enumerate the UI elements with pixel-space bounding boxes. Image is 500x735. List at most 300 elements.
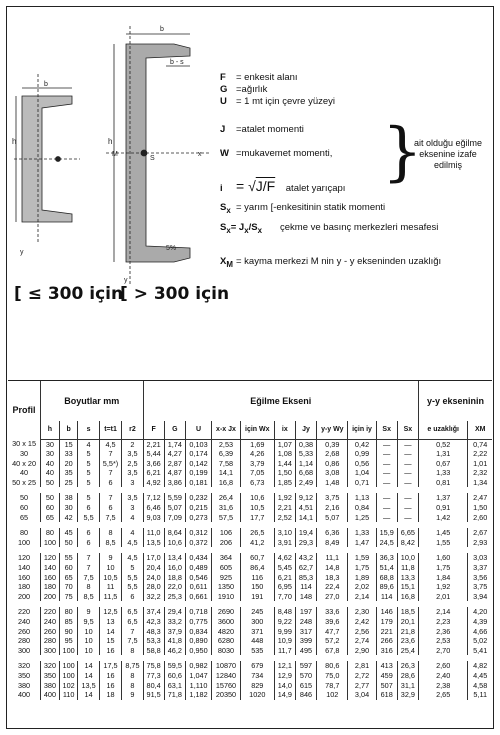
table-cell: 9: [78, 607, 99, 617]
table-cell: 13,5: [143, 538, 164, 548]
table-cell: 100: [41, 538, 60, 548]
table-cell: 3,03: [468, 553, 492, 563]
table-cell: 20350: [212, 690, 241, 700]
table-cell: 10,5: [240, 503, 274, 513]
table-cell: 6,39: [212, 449, 241, 459]
table-cell: 7: [122, 627, 143, 637]
table-cell: 160: [41, 573, 60, 583]
table-cell: 3600: [212, 617, 241, 627]
profile-diagram: [10, 14, 230, 294]
table-cell: 2,47: [468, 493, 492, 503]
table-cell: 200: [41, 592, 60, 602]
table-cell: 11: [99, 582, 122, 592]
table-cell: 26,5: [240, 528, 274, 538]
table-cell: 75,8: [143, 661, 164, 671]
table-cell: 400: [17, 690, 31, 700]
table-cell: 10,5: [99, 573, 122, 583]
table-cell: 1,92: [418, 582, 467, 592]
table-cell: —: [376, 468, 397, 478]
legend-item: F = enkesit alanı: [220, 72, 298, 83]
table-cell: 1,50: [274, 468, 295, 478]
table-cell: 8: [122, 681, 143, 691]
table-cell: 9,5: [78, 617, 99, 627]
table-cell: 1,92: [274, 493, 295, 503]
table-cell: 0,56: [348, 459, 376, 469]
table-cell: 116: [240, 573, 274, 583]
table-cell: 15760: [212, 681, 241, 691]
table-cell: —: [376, 449, 397, 459]
table-cell: 19,4: [295, 528, 316, 538]
table-cell: 2,40: [418, 671, 467, 681]
table-cell: 0,174: [185, 449, 211, 459]
table-cell: 0,661: [185, 592, 211, 602]
table-cell: 8: [99, 528, 122, 538]
table-cell: 399: [295, 636, 316, 646]
data-table: [8, 381, 492, 700]
table-cell: 2,90: [348, 646, 376, 656]
table-cell: 925: [212, 573, 241, 583]
table-cell: 24,5: [376, 538, 397, 548]
table-cell: 4,51: [295, 503, 316, 513]
table-cell: 2,5: [122, 459, 143, 469]
table-cell: 7: [78, 563, 99, 573]
table-cell: 5,07: [164, 503, 185, 513]
table-cell: —: [397, 439, 418, 449]
table-cell: 102: [317, 690, 348, 700]
svg-text:b: b: [160, 26, 164, 33]
table-cell: 4,82: [468, 661, 492, 671]
table-row: [8, 563, 492, 573]
table-cell: 10: [99, 563, 122, 573]
table-cell: 43,2: [295, 553, 316, 563]
table-cell: 6,5: [122, 607, 143, 617]
subheader-cell: F: [143, 421, 164, 439]
table-cell: 4,92: [143, 478, 164, 488]
table-cell: 0,99: [348, 449, 376, 459]
table-cell: 197: [295, 607, 316, 617]
table-cell: 71,8: [164, 690, 185, 700]
table-row: [8, 592, 492, 602]
table-row: [8, 449, 492, 459]
table-cell: 14,1: [295, 513, 316, 523]
table-cell: 23,6: [397, 636, 418, 646]
table-cell: 13: [99, 617, 122, 627]
table-cell: 27,0: [317, 592, 348, 602]
table-cell: 32,2: [143, 592, 164, 602]
table-cell: 0,273: [185, 513, 211, 523]
table-cell: 1,37: [418, 493, 467, 503]
svg-text:S: S: [150, 155, 155, 162]
table-cell: 14: [78, 690, 99, 700]
table-cell: 14,9: [274, 690, 295, 700]
table-cell: 3,37: [468, 563, 492, 573]
table-cell: 16: [99, 671, 122, 681]
table-cell: 0,546: [185, 573, 211, 583]
table-cell: 29,3: [295, 538, 316, 548]
table-cell: 75,0: [317, 671, 348, 681]
table-cell: 4,39: [468, 617, 492, 627]
table-cell: —: [376, 503, 397, 513]
table-cell: 615: [295, 681, 316, 691]
table-cell: 2,22: [468, 449, 492, 459]
table-cell: 14,1: [212, 468, 241, 478]
table-cell: 4,27: [164, 449, 185, 459]
table-cell: 5,5: [122, 582, 143, 592]
table-cell: 80: [41, 528, 60, 538]
table-cell: 40 x 20: [12, 458, 36, 468]
table-cell: 2,74: [348, 636, 376, 646]
table-cell: 200: [17, 591, 31, 601]
table-cell: 80,6: [317, 661, 348, 671]
table-cell: —: [397, 503, 418, 513]
table-cell: 2,21: [143, 439, 164, 449]
label-gt-300: [ > 300 için: [120, 284, 230, 304]
table-cell: 191: [240, 592, 274, 602]
table-cell: 26,3: [397, 661, 418, 671]
table-cell: 2,32: [468, 468, 492, 478]
table-cell: 30: [41, 449, 60, 459]
table-cell: 53,3: [143, 636, 164, 646]
table-cell: 2,72: [348, 671, 376, 681]
table-row: [8, 538, 492, 548]
table-cell: 317: [295, 627, 316, 637]
table-cell: 3,75: [468, 582, 492, 592]
table-cell: 0,215: [185, 503, 211, 513]
table-cell: 535: [240, 646, 274, 656]
col-boyutlar: Boyutlar mm: [41, 381, 143, 421]
table-cell: 8,75: [122, 661, 143, 671]
table-cell: 6,36: [317, 528, 348, 538]
subheader-cell: s: [78, 421, 99, 439]
table-cell: 4,62: [274, 553, 295, 563]
table-cell: 0,42: [348, 439, 376, 449]
table-cell: 41,8: [164, 636, 185, 646]
table-cell: 0,71: [348, 478, 376, 488]
table-cell: 8,49: [317, 538, 348, 548]
table-cell: 41,2: [240, 538, 274, 548]
table-row: [8, 646, 492, 656]
table-cell: 110: [59, 690, 78, 700]
table-cell: 13,5: [78, 681, 99, 691]
table-cell: 7: [99, 449, 122, 459]
col-egilme: Eğilme Ekseni: [143, 381, 418, 421]
table-cell: 106: [212, 528, 241, 538]
table-cell: 33,2: [164, 617, 185, 627]
table-cell: 7,12: [143, 493, 164, 503]
table-cell: 2,87: [164, 459, 185, 469]
subheader-cell: h: [41, 421, 60, 439]
table-cell: 4: [78, 439, 99, 449]
table-cell: 829: [240, 681, 274, 691]
subheader-cell: Sx: [376, 421, 397, 439]
table-cell: 11,7: [274, 646, 295, 656]
table-cell: 140: [17, 563, 31, 573]
table-cell: 3,79: [240, 459, 274, 469]
table-row: [8, 459, 492, 469]
table-cell: 60: [19, 503, 29, 513]
table-cell: 11,1: [317, 553, 348, 563]
table-cell: 160: [17, 572, 31, 582]
table-cell: 3,94: [468, 592, 492, 602]
table-cell: 266: [376, 636, 397, 646]
table-cell: 6,21: [274, 573, 295, 583]
table-cell: 6,95: [274, 582, 295, 592]
table-cell: 57,2: [317, 636, 348, 646]
legend-item: $S_x= J_x/S_x$ çekme ve basınç merkezleri mesafesi: [220, 222, 439, 235]
table-cell: —: [397, 468, 418, 478]
table-cell: 1,84: [418, 573, 467, 583]
table-cell: 0,890: [185, 636, 211, 646]
svg-text:x: x: [198, 151, 202, 158]
table-cell: 5,5: [78, 513, 99, 523]
table-cell: 4,5: [122, 538, 143, 548]
subheader-cell: r2: [122, 421, 143, 439]
table-cell: 40: [41, 468, 60, 478]
table-cell: 114: [376, 592, 397, 602]
table-cell: 3,5: [122, 449, 143, 459]
table-cell: 16: [99, 646, 122, 656]
table-cell: 1,50: [468, 503, 492, 513]
table-cell: 4,58: [468, 681, 492, 691]
table-cell: 100: [59, 646, 78, 656]
table-cell: 846: [295, 690, 316, 700]
table-cell: 67,8: [317, 646, 348, 656]
table-cell: 102: [59, 681, 78, 691]
table-cell: 15,1: [397, 582, 418, 592]
table-cell: 245: [240, 607, 274, 617]
svg-text:b - s: b - s: [170, 59, 184, 66]
table-cell: 50 x 25: [12, 477, 36, 487]
table-cell: 16,8: [397, 592, 418, 602]
table-cell: 8,5: [78, 592, 99, 602]
table-cell: 45: [59, 528, 78, 538]
table-row: [8, 681, 492, 691]
table-cell: 0,103: [185, 439, 211, 449]
table-cell: 605: [212, 563, 241, 573]
table-cell: 18,8: [164, 573, 185, 583]
table-cell: 5: [78, 459, 99, 469]
table-row: [8, 607, 492, 617]
subheader-cell: y-y Wy: [317, 421, 348, 439]
table-cell: 9: [99, 553, 122, 563]
table-cell: 140: [41, 563, 60, 573]
table-cell: 5: [78, 478, 99, 488]
table-cell: 75: [59, 592, 78, 602]
table-cell: 55: [59, 553, 78, 563]
table-cell: 32,9: [397, 690, 418, 700]
table-cell: 380: [17, 680, 31, 690]
table-cell: 7,5: [78, 573, 99, 583]
table-cell: 13,3: [397, 573, 418, 583]
table-cell: 1,74: [164, 439, 185, 449]
table-cell: 0,982: [185, 661, 211, 671]
table-row: [8, 493, 492, 503]
table-cell: 240: [17, 617, 31, 626]
table-cell: 16: [99, 681, 122, 691]
table-cell: 4,45: [468, 671, 492, 681]
table-cell: 0,38: [295, 439, 316, 449]
svg-text:h: h: [108, 137, 113, 146]
table-cell: 33,6: [317, 607, 348, 617]
table-cell: 8: [122, 671, 143, 681]
table-cell: 4: [122, 528, 143, 538]
table-row: [8, 528, 492, 538]
table-cell: 2,68: [317, 449, 348, 459]
table-cell: 15: [99, 636, 122, 646]
table-cell: 5,5*): [99, 459, 122, 469]
table-cell: 1,42: [418, 513, 467, 523]
table-cell: 30: [19, 449, 29, 459]
table-cell: 6,5: [122, 617, 143, 627]
table-cell: 9: [122, 690, 143, 700]
table-row: [8, 503, 492, 513]
table-cell: 180: [41, 582, 60, 592]
table-row: [8, 671, 492, 681]
table-cell: 2,60: [418, 661, 467, 671]
table-cell: 31,6: [212, 503, 241, 513]
table-cell: 6: [78, 503, 99, 513]
table-cell: 0,611: [185, 582, 211, 592]
table-cell: 4,5: [122, 553, 143, 563]
table-cell: 1020: [240, 690, 274, 700]
table-cell: 10,6: [240, 493, 274, 503]
table-cell: 2,60: [468, 513, 492, 523]
table-cell: 20,4: [143, 563, 164, 573]
table-cell: 1,13: [348, 493, 376, 503]
table-row: [8, 573, 492, 583]
table-cell: 26,4: [212, 493, 241, 503]
table-cell: 77,3: [143, 671, 164, 681]
table-cell: 2,14: [418, 607, 467, 617]
table-cell: 8030: [212, 646, 241, 656]
table-cell: 11,0: [143, 528, 164, 538]
table-cell: 8,42: [397, 538, 418, 548]
table-cell: 300: [41, 646, 60, 656]
subheader-cell: XM: [468, 421, 492, 439]
table-cell: 20,1: [397, 617, 418, 627]
table-cell: —: [376, 439, 397, 449]
table-cell: 14: [78, 661, 99, 671]
table-cell: 9,99: [274, 627, 295, 637]
table-cell: 148: [295, 592, 316, 602]
table-cell: 3,66: [143, 459, 164, 469]
table-cell: 21,8: [397, 627, 418, 637]
table-cell: 2,56: [348, 627, 376, 637]
table-cell: 12840: [212, 671, 241, 681]
table-cell: 0,232: [185, 493, 211, 503]
table-cell: 65: [41, 513, 60, 523]
table-cell: 320: [17, 661, 31, 671]
table-cell: 1,07: [274, 439, 295, 449]
table-cell: 2,53: [212, 439, 241, 449]
svg-text:5%: 5%: [166, 245, 177, 252]
table-cell: 120: [41, 553, 60, 563]
table-cell: 6,73: [240, 478, 274, 488]
table-cell: 6,21: [143, 468, 164, 478]
table-cell: 5,59: [164, 493, 185, 503]
table-cell: 86,4: [240, 563, 274, 573]
table-row: [8, 439, 492, 449]
legend-item: i = √J/F atalet yarıçapı: [220, 178, 346, 194]
table-cell: 2,14: [348, 592, 376, 602]
table-cell: 10,9: [274, 636, 295, 646]
table-cell: 1,44: [274, 459, 295, 469]
table-cell: 4,87: [164, 468, 185, 478]
table-cell: 1,47: [348, 538, 376, 548]
table-cell: 597: [295, 661, 316, 671]
svg-text:y: y: [124, 277, 128, 284]
table-cell: 2,49: [295, 478, 316, 488]
table-cell: 58,8: [143, 646, 164, 656]
table-cell: 11,8: [397, 563, 418, 573]
table-cell: 3,08: [317, 468, 348, 478]
table-cell: 3,91: [274, 538, 295, 548]
table-cell: 14: [99, 627, 122, 637]
table-cell: 50: [41, 478, 60, 488]
table-cell: 9,03: [143, 513, 164, 523]
table-cell: 65: [19, 512, 29, 522]
table-cell: 0,74: [468, 439, 492, 449]
table-cell: 5: [78, 449, 99, 459]
table-cell: 85,3: [295, 573, 316, 583]
table-cell: 14,0: [274, 681, 295, 691]
table-cell: 350: [41, 671, 60, 681]
table-cell: 17,7: [240, 513, 274, 523]
table-cell: 4,20: [468, 607, 492, 617]
table-cell: 1,31: [418, 449, 467, 459]
table-cell: 5: [122, 563, 143, 573]
table-row: [8, 468, 492, 478]
table-cell: 2,16: [317, 503, 348, 513]
table-row: [8, 690, 492, 700]
table-cell: 5: [78, 468, 99, 478]
subheader-cell: e uzaklığı: [418, 421, 467, 439]
table-cell: 70: [59, 582, 78, 592]
table-cell: 68,8: [376, 573, 397, 583]
table-cell: 6: [99, 478, 122, 488]
table-cell: 0,81: [418, 478, 467, 488]
table-cell: 1,34: [468, 478, 492, 488]
table-cell: 7: [99, 493, 122, 503]
table-cell: 62,7: [295, 563, 316, 573]
table-cell: 4: [122, 513, 143, 523]
table-cell: 1,69: [240, 439, 274, 449]
table-cell: 448: [240, 636, 274, 646]
table-cell: 114: [295, 582, 316, 592]
table-cell: 5,33: [295, 449, 316, 459]
table-cell: 6,68: [295, 468, 316, 478]
table-cell: —: [397, 478, 418, 488]
table-cell: 3,5: [122, 468, 143, 478]
table-cell: —: [397, 513, 418, 523]
table-cell: 679: [240, 661, 274, 671]
table-cell: 0,372: [185, 538, 211, 548]
table-cell: 65: [59, 573, 78, 583]
table-cell: 14: [78, 671, 99, 681]
subheader-cell: t=t1: [99, 421, 122, 439]
table-cell: 180: [17, 582, 31, 592]
table-cell: 80: [19, 528, 29, 538]
profile-table: [8, 380, 492, 727]
table-cell: —: [376, 493, 397, 503]
table-cell: 29,4: [164, 607, 185, 617]
table-cell: 3,75: [317, 493, 348, 503]
table-cell: 0,91: [418, 503, 467, 513]
table-cell: 1,33: [418, 468, 467, 478]
table-cell: 2690: [212, 607, 241, 617]
table-cell: 30 x 15: [12, 439, 36, 449]
table-cell: 7,5: [99, 513, 122, 523]
